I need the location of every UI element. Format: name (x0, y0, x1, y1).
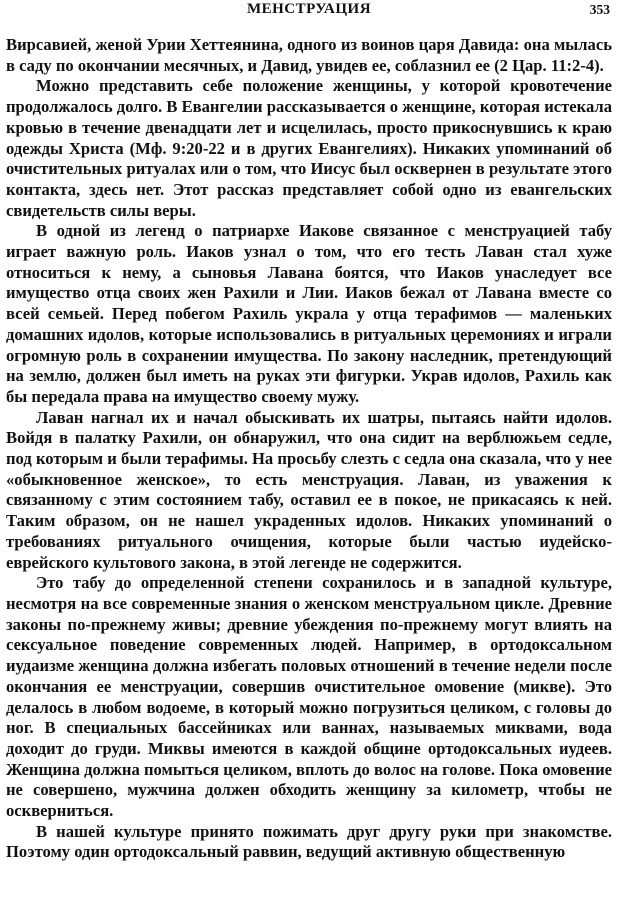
body-text (6, 35, 612, 863)
page-number: 353 (589, 2, 610, 17)
page-header (6, 1, 612, 23)
running-title: МЕНСТРУАЦИЯ (246, 1, 372, 17)
paragraph: Вирсавией, женой Урии Хеттеянина, одного из воинов царя Давида: она мылась в саду по окончании месячных, и Давид, увидев ее, соблазнил ее (2 Цар. 11:2-4). (6, 35, 612, 75)
paragraph: Это табу до определенной степени сохранилось и в западной культуре, несмотря на все современные знания о женском менструальном цикле. Древние законы по-прежнему живы; древние убеждения по-прежнему могут влиять на сексуальное поведение современных людей. Например, в ортодоксальном иудаизме женщина должна избегать половых отношений в течение недели после окончания ее менструации, совершив очистительное омовение (микве). Это делалось в любом водоеме, в который можно погрузиться целиком, с головы до ног. В специальных бассейниках или ваннах, называемых миквами, вода доходит до груди. Миквы имеются в каждой общине ортодоксальных иудеев. Женщина должна помыться целиком, вплоть до волос на голове. Пока омовение не совершено, мужчина должен обходить женщину за километр, чтобы не оскверниться. (6, 573, 612, 821)
paragraph: Лаван нагнал их и начал обыскивать их шатры, пытаясь найти идолов. Войдя в палатку Рахили, он обнаружил, что она сидит на верблюжьем седле, под которым и были терафимы. На просьбу слезть с седла она сказала, что у нее «обыкновенное женское», то есть менструация. Лаван, из уважения к связанному с этим состоянием табу, оставил ее в покое, не прикасаясь к ней. Таким образом, он не нашел украденных идолов. Никаких упоминаний о требованиях ритуального очищения, которые были частью иудейско-еврейского культового закона, в этой легенде не содержится. (6, 407, 612, 572)
paragraph: В нашей культуре принято пожимать друг другу руки при знакомстве. Поэтому один ортодоксальный раввин, ведущий активную общественную (6, 821, 612, 862)
paragraph: Можно представить себе положение женщины, у которой кровотечение продолжалось долго. В Евангелии рассказывается о женщине, которая истекала кровью в течение двенадцати лет и исцелилась, просто прикоснувшись к краю одежды Христа (Мф. 9:20-22 и в других Евангелиях). Никаких упоминаний об очистительных ритуалах или о том, что Иисус был осквернен в результате этого контакта, здесь нет. Этот рассказ представляет собой одно из евангельских свидетельств силы веры. (6, 76, 612, 220)
paragraph: В одной из легенд о патриархе Иакове связанное с менструацией табу играет важную роль. Иаков узнал о том, что его тесть Лаван стал хуже относиться к нему, а сыновья Лавана боятся, что Иаков унаследует все имущество отца своих жен Рахили и Лии. Иаков бежал от Лавана вместе со всей семьей. Перед побегом Рахиль украла у отца терафимов — маленьких домашних идолов, которые использовались в ритуальных церемониях и играли огромную роль в сохранении имущества. По закону наследник, претендующий на землю, должен был иметь на руках эти фигурки. Украв идолов, Рахиль как бы передала права на имущество своему мужу. (6, 221, 612, 406)
